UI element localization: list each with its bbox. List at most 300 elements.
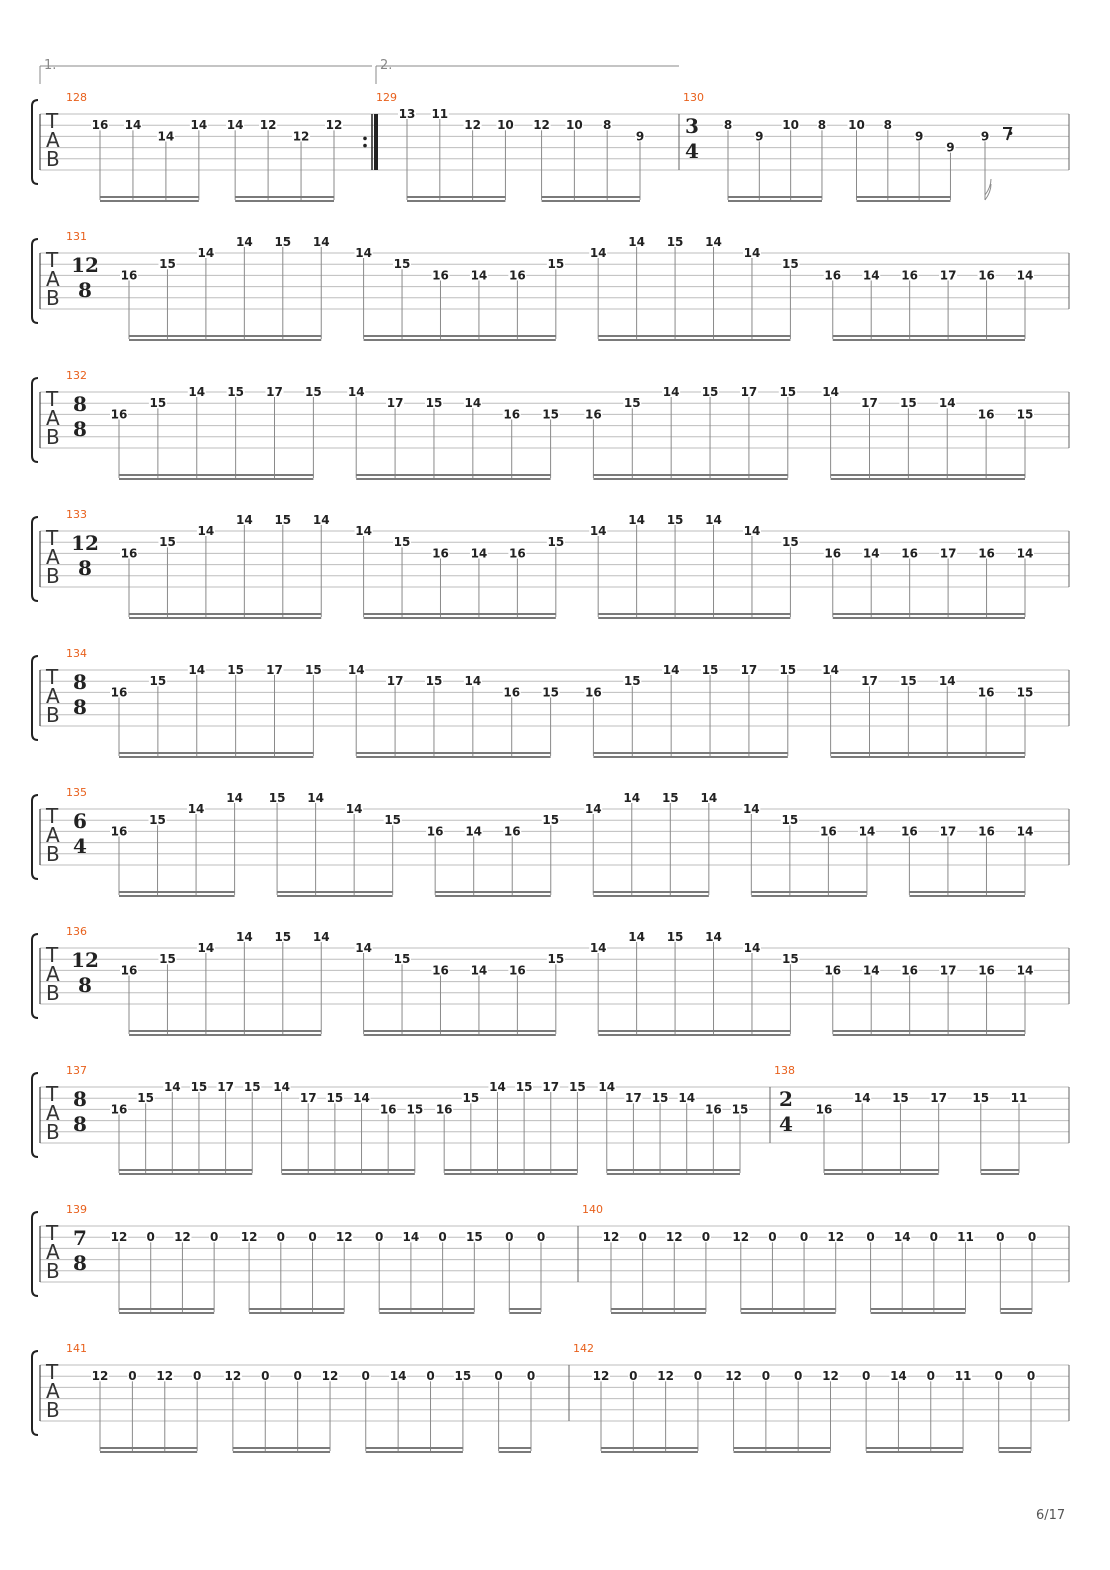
fret-number: 15 (651, 1091, 669, 1106)
fret-number: 14 (470, 546, 488, 561)
fret-number: 15 (305, 663, 322, 677)
fret-number: 16 (824, 268, 842, 283)
volta-label-1: 1. (44, 58, 57, 73)
measure-number: 138 (774, 1064, 795, 1077)
fret-number: 16 (585, 685, 602, 700)
repeat-dot (363, 137, 367, 141)
fret-number: 12 (321, 1369, 339, 1384)
fret-number: 11 (954, 1369, 972, 1384)
fret-number: 15 (782, 535, 799, 550)
fret-number: 16 (432, 546, 449, 561)
time-signature-denominator: 4 (685, 139, 699, 163)
fret-number: 0 (308, 1230, 317, 1245)
fret-number: 12 (91, 1369, 109, 1384)
fret-number: 16 (978, 824, 995, 839)
fret-number: 14 (662, 385, 680, 399)
fret-number: 17 (542, 1080, 560, 1094)
fret-number: 15 (781, 813, 799, 828)
fret-number: 15 (542, 407, 559, 422)
fret-number: 12 (335, 1230, 353, 1245)
fret-number: 14 (464, 396, 482, 411)
measure-number: 131 (66, 230, 87, 243)
tab-clef-letter: T (46, 248, 59, 272)
fret-number: 17 (861, 396, 878, 411)
fret-number: 15 (227, 385, 244, 399)
fret-number: 0 (926, 1369, 935, 1384)
fret-number: 14 (355, 524, 372, 538)
fret-number: 14 (157, 129, 175, 144)
fret-number: 14 (355, 941, 372, 955)
fret-number: 17 (740, 385, 758, 399)
fret-number: 16 (379, 1102, 397, 1117)
fret-number: 0 (929, 1230, 939, 1245)
fret-number: 0 (693, 1369, 703, 1384)
fret-number: 16 (901, 268, 919, 283)
tab-clef-letter: B (46, 425, 60, 449)
fret-number: 16 (901, 824, 918, 839)
fret-number: 17 (939, 546, 957, 561)
fret-number: 12 (110, 1230, 128, 1245)
fret-number: 12 (156, 1369, 174, 1384)
fret-number: 15 (779, 663, 797, 677)
measure-number: 133 (66, 508, 87, 521)
time-signature-numerator: 6 (73, 809, 87, 833)
fret-number: 14 (312, 234, 330, 249)
fret-number: 9 (980, 129, 990, 144)
fret-number: 17 (299, 1091, 317, 1106)
fret-number: 14 (188, 385, 206, 399)
tab-clef-letter: T (46, 1360, 59, 1384)
fret-number: 14 (589, 524, 607, 538)
fret-number: 12 (259, 118, 277, 133)
measure-number: 128 (66, 91, 87, 104)
tab-clef-letter: T (46, 665, 59, 689)
fret-number: 15 (159, 257, 176, 272)
fret-number: 17 (939, 268, 957, 283)
fret-number: 15 (243, 1080, 261, 1094)
fret-number: 0 (861, 1369, 871, 1384)
fret-number: 0 (1026, 1369, 1036, 1384)
measure-number: 129 (376, 91, 397, 104)
fret-number: 15 (900, 396, 917, 411)
fret-number: 15 (1016, 685, 1034, 700)
fret-number: 16 (820, 824, 837, 839)
fret-number: 16 (120, 963, 138, 978)
fret-number: 0 (701, 1230, 711, 1245)
fret-number: 16 (585, 407, 602, 422)
fret-number: 14 (470, 268, 488, 283)
measure-number: 141 (66, 1342, 87, 1355)
time-signature-denominator: 8 (73, 1251, 87, 1275)
fret-number: 12 (665, 1230, 683, 1245)
system-brace (32, 934, 38, 1018)
fret-number: 15 (149, 813, 166, 828)
fret-number: 14 (312, 929, 330, 944)
fret-number: 15 (701, 663, 719, 677)
fret-number: 14 (743, 246, 761, 260)
tab-clef-letter: A (46, 684, 60, 708)
fret-number: 8 (723, 118, 733, 133)
fret-number: 16 (426, 824, 444, 839)
time-signature-denominator: 8 (78, 556, 92, 580)
fret-number: 15 (731, 1102, 749, 1117)
fret-number: 14 (822, 385, 839, 399)
fret-number: 12 (657, 1369, 674, 1384)
fret-number: 14 (743, 941, 761, 955)
fret-number: 17 (930, 1091, 948, 1106)
tab-clef-letter: A (46, 545, 60, 569)
time-signature-numerator: 2 (779, 1087, 793, 1111)
fret-number: 14 (307, 790, 324, 805)
fret-number: 15 (274, 929, 292, 944)
fret-number: 11 (431, 107, 449, 121)
system-brace (32, 517, 38, 601)
fret-number: 14 (858, 824, 876, 839)
fret-number: 16 (110, 824, 128, 839)
fret-number: 14 (822, 663, 839, 677)
fret-number: 15 (782, 952, 799, 967)
fret-number: 15 (149, 674, 167, 689)
fret-number: 0 (293, 1369, 302, 1384)
fret-number: 14 (235, 512, 253, 527)
repeat-dot (363, 144, 367, 148)
fret-number: 14 (853, 1091, 871, 1106)
fret-number: 14 (705, 234, 722, 249)
fret-number: 16 (824, 546, 842, 561)
fret-number: 14 (226, 790, 243, 805)
tab-clef-letter: A (46, 1240, 60, 1264)
fret-number: 15 (274, 512, 292, 527)
fret-number: 15 (661, 790, 679, 805)
fret-number: 0 (494, 1369, 503, 1384)
tab-clef-letter: T (46, 1082, 59, 1106)
fret-number: 12 (725, 1369, 742, 1384)
fret-number: 11 (1010, 1091, 1028, 1106)
fret-number: 12 (224, 1369, 242, 1384)
fret-number: 16 (120, 546, 138, 561)
fret-number: 15 (547, 257, 565, 272)
fret-number: 12 (325, 118, 343, 133)
fret-number: 15 (547, 535, 565, 550)
fret-number: 17 (386, 396, 404, 411)
fret-number: 14 (163, 1080, 181, 1094)
fret-number: 16 (120, 268, 138, 283)
fret-number: 15 (454, 1369, 472, 1384)
fret-number: 17 (217, 1080, 234, 1094)
fret-number: 16 (503, 685, 521, 700)
time-signature-denominator: 4 (73, 834, 87, 858)
note-flag (985, 179, 991, 200)
fret-number: 0 (526, 1369, 536, 1384)
fret-number: 15 (623, 674, 641, 689)
fret-number: 16 (503, 824, 521, 839)
fret-number: 17 (266, 385, 283, 399)
time-signature-numerator: 12 (71, 531, 99, 555)
measure-number: 136 (66, 925, 87, 938)
tab-clef-letter: T (46, 109, 59, 133)
fret-number: 14 (470, 963, 488, 978)
fret-number: 10 (566, 118, 583, 133)
fret-number: 15 (393, 952, 411, 967)
fret-number: 0 (994, 1369, 1003, 1384)
fret-number: 8 (603, 118, 612, 133)
fret-number: 15 (425, 396, 443, 411)
fret-number: 12 (240, 1230, 258, 1245)
fret-number: 0 (505, 1230, 514, 1245)
fret-number: 16 (509, 546, 526, 561)
fret-number: 14 (402, 1230, 420, 1245)
time-signature-numerator: 3 (685, 114, 699, 138)
fret-number: 14 (584, 802, 602, 816)
tab-clef-letter: B (46, 703, 60, 727)
fret-number: 15 (892, 1091, 909, 1106)
fret-number: 14 (312, 512, 330, 527)
fret-number: 12 (533, 118, 550, 133)
system-brace (32, 100, 38, 184)
fret-number: 14 (197, 941, 215, 955)
fret-number: 15 (623, 396, 641, 411)
fret-number: 14 (890, 1369, 907, 1384)
fret-number: 14 (235, 234, 253, 249)
fret-number: 12 (827, 1230, 845, 1245)
tab-clef-letter: B (46, 1398, 60, 1422)
tab-clef-letter: B (46, 1259, 60, 1283)
fret-number: 9 (946, 140, 955, 155)
fret-number: 0 (192, 1369, 202, 1384)
fret-number: 15 (666, 234, 684, 249)
system-brace (32, 656, 38, 740)
fret-number: 14 (862, 546, 880, 561)
fret-number: 14 (345, 802, 363, 816)
fret-number: 0 (146, 1230, 155, 1245)
fret-number: 14 (188, 663, 206, 677)
fret-number: 0 (361, 1369, 370, 1384)
fret-number: 15 (569, 1080, 586, 1094)
fret-number: 15 (137, 1091, 154, 1106)
fret-number: 12 (822, 1369, 839, 1384)
tab-clef-letter: B (46, 981, 60, 1005)
fret-number: 0 (536, 1230, 546, 1245)
fret-number: 16 (978, 268, 995, 283)
fret-number: 12 (592, 1369, 610, 1384)
tab-clef-letter: T (46, 1221, 59, 1245)
fret-number: 12 (464, 118, 481, 133)
fret-number: 17 (939, 963, 957, 978)
fret-number: 0 (1027, 1230, 1037, 1245)
fret-number: 15 (1016, 407, 1034, 422)
fret-number: 16 (432, 963, 449, 978)
fret-number: 8 (883, 118, 893, 133)
fret-number: 14 (226, 118, 244, 133)
fret-number: 15 (393, 257, 411, 272)
time-signature-denominator: 8 (78, 278, 92, 302)
time-signature-denominator: 8 (73, 695, 87, 719)
fret-number: 15 (701, 385, 719, 399)
fret-number: 14 (589, 246, 607, 260)
fret-number: 16 (705, 1102, 722, 1117)
fret-number: 14 (1016, 824, 1034, 839)
fret-number: 0 (128, 1369, 137, 1384)
tab-clef-letter: A (46, 962, 60, 986)
fret-number: 0 (866, 1230, 875, 1245)
fret-number: 15 (515, 1080, 533, 1094)
fret-number: 17 (740, 663, 758, 677)
fret-number: 14 (187, 802, 205, 816)
time-signature-numerator: 8 (73, 392, 87, 416)
fret-number: 14 (938, 674, 956, 689)
fret-number: 14 (938, 396, 956, 411)
measure-number: 137 (66, 1064, 87, 1077)
fret-number: 14 (235, 929, 253, 944)
fret-number: 0 (629, 1369, 638, 1384)
fret-number: 17 (861, 674, 878, 689)
fret-number: 17 (266, 663, 283, 677)
fret-number: 14 (1016, 546, 1034, 561)
fret-number: 14 (893, 1230, 911, 1245)
fret-number: 16 (503, 407, 521, 422)
fret-number: 14 (355, 246, 372, 260)
tab-clef-letter: B (46, 286, 60, 310)
time-signature-numerator: 12 (71, 948, 99, 972)
fret-number: 15 (159, 535, 176, 550)
fret-number: 16 (978, 963, 995, 978)
measure-number: 142 (573, 1342, 594, 1355)
fret-number: 15 (782, 257, 799, 272)
tab-clef-letter: T (46, 526, 59, 550)
fret-number: 15 (149, 396, 167, 411)
fret-number: 0 (768, 1230, 777, 1245)
fret-number: 14 (124, 118, 142, 133)
fret-number: 16 (977, 685, 995, 700)
fret-number: 16 (824, 963, 842, 978)
time-signature-denominator: 8 (78, 973, 92, 997)
fret-number: 14 (742, 802, 760, 816)
tab-clef-letter: T (46, 943, 59, 967)
fret-number: 14 (589, 941, 607, 955)
fret-number: 14 (743, 524, 761, 538)
fret-number: 0 (996, 1230, 1005, 1245)
fret-number: 15 (779, 385, 797, 399)
fret-number: 14 (623, 790, 641, 805)
fret-number: 14 (862, 268, 880, 283)
fret-number: 11 (957, 1230, 974, 1245)
fret-number: 14 (598, 1080, 616, 1094)
time-signature-denominator: 8 (73, 1112, 87, 1136)
system-brace (32, 378, 38, 462)
fret-number: 14 (705, 929, 722, 944)
measure-number: 140 (582, 1203, 603, 1216)
measure-number: 139 (66, 1203, 87, 1216)
fret-number: 17 (939, 824, 957, 839)
fret-number: 14 (273, 1080, 290, 1094)
fret-number: 15 (542, 685, 559, 700)
fret-number: 12 (602, 1230, 620, 1245)
fret-number: 0 (426, 1369, 435, 1384)
eighth-rest: · (1007, 121, 1014, 145)
fret-number: 16 (91, 118, 109, 133)
fret-number: 9 (755, 129, 764, 144)
fret-number: 16 (110, 685, 128, 700)
fret-number: 17 (625, 1091, 642, 1106)
fret-number: 16 (977, 407, 995, 422)
fret-number: 14 (1016, 268, 1034, 283)
fret-number: 15 (268, 790, 286, 805)
fret-number: 0 (276, 1230, 285, 1245)
fret-number: 15 (227, 663, 244, 677)
fret-number: 15 (900, 674, 917, 689)
fret-number: 15 (666, 512, 684, 527)
fret-number: 0 (375, 1230, 384, 1245)
fret-number: 14 (489, 1080, 506, 1094)
tab-clef-letter: A (46, 823, 60, 847)
fret-number: 14 (705, 512, 722, 527)
tab-clef-letter: A (46, 1101, 60, 1125)
fret-number: 14 (862, 963, 880, 978)
fret-number: 14 (465, 824, 483, 839)
fret-number: 14 (190, 118, 208, 133)
time-signature-numerator: 12 (71, 253, 99, 277)
fret-number: 8 (817, 118, 827, 133)
tab-clef-letter: B (46, 842, 60, 866)
fret-number: 14 (628, 929, 645, 944)
fret-number: 16 (901, 546, 919, 561)
fret-number: 15 (462, 1091, 480, 1106)
fret-number: 14 (197, 246, 215, 260)
fret-number: 16 (110, 1102, 128, 1117)
fret-number: 16 (509, 268, 526, 283)
fret-number: 14 (700, 790, 718, 805)
measure-number: 130 (683, 91, 704, 104)
volta-label-2: 2. (380, 58, 393, 73)
fret-number: 16 (110, 407, 128, 422)
fret-number: 15 (547, 952, 565, 967)
system-brace (32, 1351, 38, 1435)
fret-number: 10 (782, 118, 799, 133)
fret-number: 12 (732, 1230, 750, 1245)
tab-clef-letter: B (46, 564, 60, 588)
system-brace (32, 1073, 38, 1157)
tab-clef-letter: T (46, 387, 59, 411)
fret-number: 12 (174, 1230, 191, 1245)
fret-number: 14 (1016, 963, 1034, 978)
tab-clef-letter: B (46, 147, 60, 171)
time-signature-numerator: 8 (73, 1087, 87, 1111)
fret-number: 15 (326, 1091, 344, 1106)
measure-number: 135 (66, 786, 87, 799)
tab-clef-letter: B (46, 1120, 60, 1144)
fret-number: 10 (497, 118, 514, 133)
fret-number: 15 (274, 234, 292, 249)
tab-clef-letter: A (46, 267, 60, 291)
fret-number: 0 (638, 1230, 647, 1245)
fret-number: 15 (425, 674, 443, 689)
fret-number: 16 (978, 546, 995, 561)
fret-number: 13 (398, 107, 416, 121)
fret-number: 15 (305, 385, 322, 399)
fret-number: 14 (662, 663, 680, 677)
fret-number: 0 (794, 1369, 803, 1384)
fret-number: 14 (347, 385, 365, 399)
tab-clef-letter: A (46, 128, 60, 152)
fret-number: 14 (464, 674, 482, 689)
fret-number: 15 (542, 813, 560, 828)
fret-number: 14 (347, 663, 365, 677)
system-brace (32, 239, 38, 323)
fret-number: 0 (438, 1230, 447, 1245)
fret-number: 14 (353, 1091, 370, 1106)
fret-number: 15 (393, 535, 411, 550)
measure-number: 132 (66, 369, 87, 382)
